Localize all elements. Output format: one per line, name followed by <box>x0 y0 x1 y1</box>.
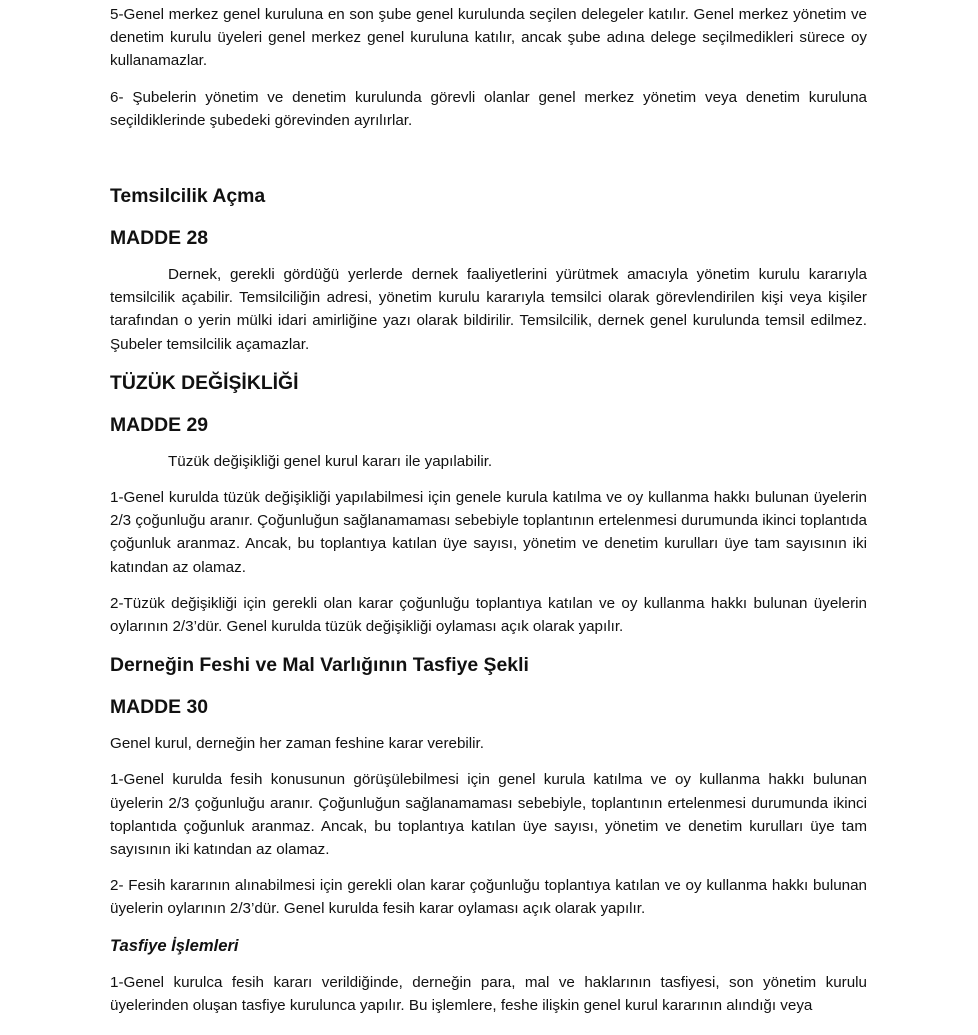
madde-30-title: MADDE 30 <box>110 696 209 719</box>
madde-28-title: MADDE 28 <box>110 227 209 250</box>
madde-28-paragraph: Dernek, gerekli gördüğü yerlerde dernek faaliyetlerini yürütmek amacıyla yönetim kurulu kararıyla temsilcilik açabilir. Temsilciliğin adresi, yönetim kurulu kararıyla temsilci olarak görevlendirilen kişi veya kişiler tarafından o yerin mülki idari amirliğine yazı olarak bildirilir. Temsilcilik, dernek genel kurulunda temsil edilmez. Şubeler temsilcilik açamazlar. <box>110 266 867 353</box>
madde-29-paragraph-1: 1-Genel kurulda tüzük değişikliği yapılabilmesi için genele kurula katılma ve oy kullanma hakkı bulunan üyelerin 2/3 çoğunluğu aranır. Çoğunluğun sağlanamaması sebebiyle toplantının ertelenmesi durumunda ikinci toplantıda çoğunluk aranmaz. Ancak, bu toplantıya katılan üye sayısı, yönetim ve denetim kurulları üye tam sayısının iki katından az olamaz. <box>110 489 867 576</box>
madde-29-paragraph-2: 2-Tüzük değişikliği için gerekli olan karar çoğunluğu toplantıya katılan ve oy kullanma hakkı bulunan üyelerin oylarının 2/3’dür. Genel kurulda tüzük değişikliği oylaması açık olarak yapılır. <box>110 594 867 636</box>
tasfiye-subheading: Tasfiye İşlemleri <box>110 935 239 955</box>
madde-30-intro: Genel kurul, derneğin her zaman feshine karar verebilir. <box>110 735 484 753</box>
madde-29-intro: Tüzük değişikliği genel kurul kararı ile yapılabilir. <box>168 452 493 470</box>
madde-29-title: MADDE 29 <box>110 413 209 436</box>
section-heading-fesih: Derneğin Feshi ve Mal Varlığının Tasfiye Şekli <box>110 654 529 677</box>
paragraph-top-5: 5-Genel merkez genel kuruluna en son şube genel kurulunda seçilen delegeler katılır. Genel merkez yönetim ve denetim kurulu üyeleri genel merkez genel kuruluna katılır, ancak şube adına delege seçilmedikleri sürece oy kullanamazlar. <box>110 6 867 70</box>
madde-30-paragraph-1: 1-Genel kurulda fesih konusunun görüşülebilmesi için genel kurula katılma ve oy kullanma hakkı bulunan üyelerin 2/3 çoğunluğu aranır. Çoğunluğun sağlanamaması sebebiyle, toplantının ertelenmesi durumunda ikinci toplantıda çoğunluk aranmaz. Ancak, bu toplantıya katılan üye sayısı, yönetim ve denetim kurulları üye tam sayısının iki katından az olamaz. <box>110 771 867 859</box>
tasfiye-paragraph-1: 1-Genel kurulca fesih kararı verildiğinde, derneğin para, mal ve haklarının tasfiyesi, son yönetim kurulu üyelerinden oluşan tasfiye kurulunca yapılır. Bu işlemlere, feshe ilişkin genel kurul kararının alındığı veya <box>110 973 867 1014</box>
madde-30-paragraph-2: 2- Fesih kararının alınabilmesi için gerekli olan karar çoğunluğu toplantıya katılan ve oy kullanma hakkı bulunan üyelerin oylarının 2/3’dür. Genel kurulda fesih karar oylaması açık olarak yapılır. <box>110 877 867 918</box>
document-page <box>110 3 867 1017</box>
section-heading-temsilcilik: Temsilcilik Açma <box>110 185 266 208</box>
section-heading-tuzuk: TÜZÜK DEĞİŞİKLİĞİ <box>110 371 299 394</box>
paragraph-top-6: 6- Şubelerin yönetim ve denetim kurulunda görevli olanlar genel merkez yönetim veya denetim kuruluna seçildiklerinde şubedeki görevinden ayrılırlar. <box>110 88 867 129</box>
